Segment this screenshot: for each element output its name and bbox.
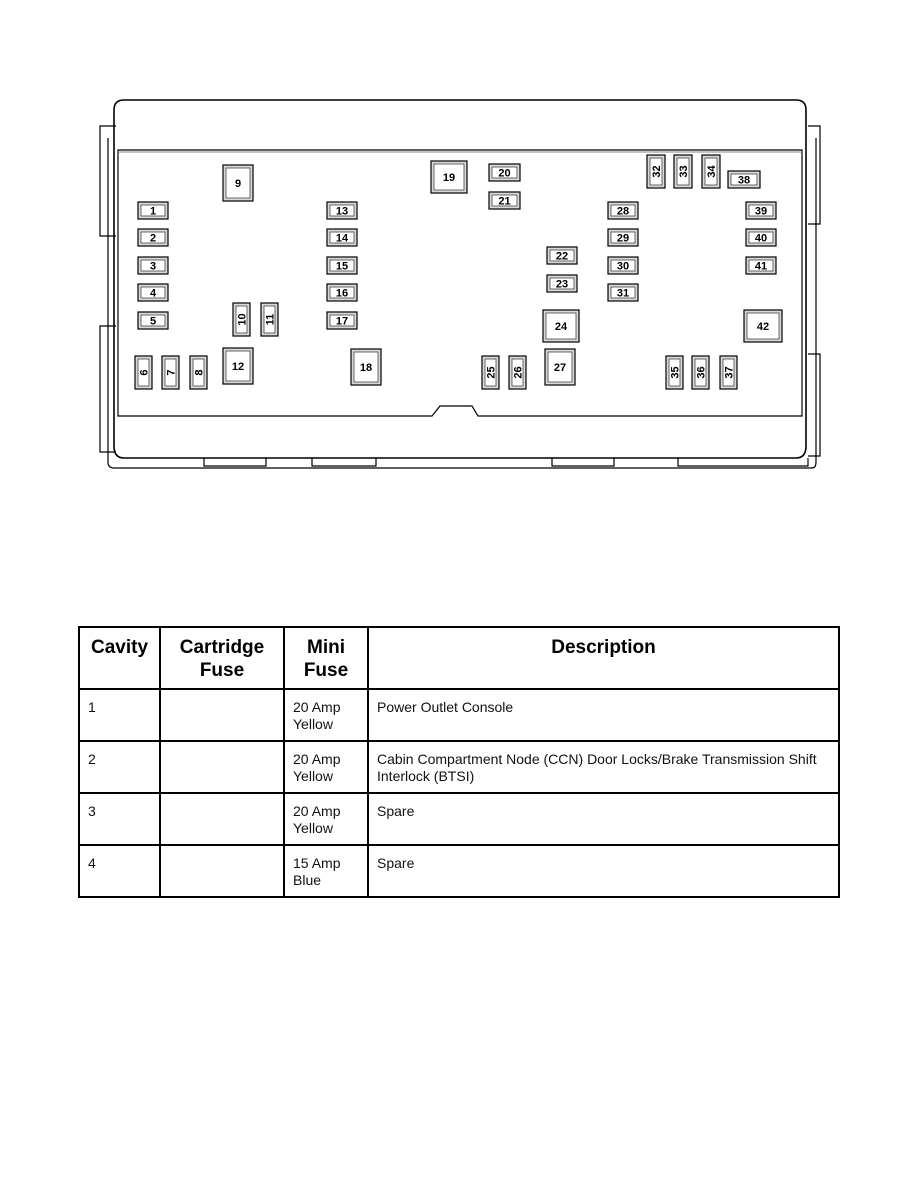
- fuse-slot-39: [746, 202, 776, 219]
- table-row: [79, 793, 839, 845]
- fuse-slot-36: [692, 356, 709, 389]
- fuse-number-label: 16: [335, 287, 349, 300]
- table-row: [79, 689, 839, 741]
- mini-fuse-cell: 20 Amp Yellow: [284, 689, 368, 741]
- table-row: [79, 741, 839, 793]
- mini-fuse-cell: 15 Amp Blue: [284, 845, 368, 897]
- mini-fuse-cell: 20 Amp Yellow: [284, 741, 368, 793]
- fuse-box-diagram: [0, 0, 918, 500]
- fuse-slot-4: [138, 284, 168, 301]
- description-cell: Spare: [368, 845, 839, 897]
- fuse-number-label: 41: [754, 260, 768, 273]
- fuse-slot-24: [543, 310, 579, 342]
- fuse-slot-38: [728, 171, 760, 188]
- fuse-slot-35: [666, 356, 683, 389]
- fuse-number-label: 34: [706, 165, 718, 178]
- right-upper-tab: [808, 126, 820, 224]
- fuse-number-label: 23: [555, 278, 569, 291]
- fuse-number-label: 3: [149, 260, 157, 273]
- table-row: [79, 845, 839, 897]
- fuse-number-label: 40: [754, 232, 768, 245]
- bottom-foot-4: [678, 458, 808, 466]
- description-cell: Spare: [368, 793, 839, 845]
- cavity-cell: 3: [79, 793, 160, 845]
- fuse-number-label: 15: [335, 260, 349, 273]
- fuse-layer: [135, 155, 782, 389]
- fuse-number-label: 9: [234, 178, 242, 190]
- fuse-number-label: 28: [616, 205, 630, 218]
- fuse-slot-20: [489, 164, 520, 181]
- fuse-slot-6: [135, 356, 152, 389]
- fuse-number-label: 37: [723, 366, 736, 379]
- fuse-slot-33: [674, 155, 692, 188]
- cartridge-fuse-cell: [160, 845, 284, 897]
- fuse-number-label: 11: [264, 313, 277, 326]
- fuse-slot-8: [190, 356, 207, 389]
- fuse-slot-16: [327, 284, 357, 301]
- fuse-slot-23: [547, 275, 577, 292]
- cavity-cell: 4: [79, 845, 160, 897]
- fuse-slot-5: [138, 312, 168, 329]
- fuse-number-label: 19: [442, 172, 456, 184]
- fuse-number-label: 4: [149, 287, 157, 300]
- fuse-slot-32: [647, 155, 665, 188]
- fuse-slot-1: [138, 202, 168, 219]
- fuse-number-label: 7: [165, 369, 178, 376]
- fuse-slot-17: [327, 312, 357, 329]
- fuse-slot-42: [744, 310, 782, 342]
- fuse-number-label: 22: [555, 250, 569, 263]
- fuse-number-label: 1: [149, 205, 157, 218]
- table-header-row: [79, 627, 839, 689]
- fuse-slot-28: [608, 202, 638, 219]
- description-cell: Power Outlet Console: [368, 689, 839, 741]
- header-mini-fuse: Mini Fuse: [284, 627, 368, 689]
- description-cell: Cabin Compartment Node (CCN) Door Locks/Brake Transmission Shift Interlock (BTSI): [368, 741, 839, 793]
- fuse-number-label: 18: [359, 362, 373, 374]
- fuse-slot-34: [702, 155, 720, 188]
- fuse-number-label: 30: [616, 260, 630, 273]
- fuse-number-label: 21: [498, 195, 511, 208]
- fuse-slot-25: [482, 356, 499, 389]
- fuse-number-label: 26: [512, 366, 525, 379]
- right-lower-tab: [808, 354, 820, 456]
- fuse-number-label: 8: [193, 369, 206, 376]
- fuse-number-label: 14: [335, 232, 349, 245]
- fuse-number-label: 39: [754, 205, 768, 218]
- fuse-slot-7: [162, 356, 179, 389]
- fuse-number-label: 20: [498, 167, 511, 180]
- fuse-number-label: 24: [554, 321, 568, 333]
- header-description: Description: [368, 627, 839, 689]
- fuse-slot-13: [327, 202, 357, 219]
- fuse-number-label: 5: [149, 315, 157, 328]
- fuse-slot-18: [351, 349, 381, 385]
- header-cartridge-fuse: Cartridge Fuse: [160, 627, 284, 689]
- fuse-number-label: 29: [616, 232, 630, 245]
- cartridge-fuse-cell: [160, 793, 284, 845]
- fuse-number-label: 42: [756, 321, 770, 333]
- fuse-slot-19: [431, 161, 467, 193]
- fuse-slot-26: [509, 356, 526, 389]
- cavity-cell: 2: [79, 741, 160, 793]
- fuse-number-label: 36: [695, 366, 708, 379]
- fuse-number-label: 35: [669, 366, 682, 379]
- fuse-slot-11: [261, 303, 278, 336]
- fuse-number-label: 25: [485, 366, 498, 379]
- cavity-cell: 1: [79, 689, 160, 741]
- fuse-slot-12: [223, 348, 253, 384]
- fuse-number-label: 33: [678, 165, 690, 178]
- fuse-number-label: 2: [149, 232, 157, 245]
- fuse-slot-21: [489, 192, 520, 209]
- cartridge-fuse-cell: [160, 741, 284, 793]
- fuse-slot-15: [327, 257, 357, 274]
- fuse-slot-9: [223, 165, 253, 201]
- fuse-slot-31: [608, 284, 638, 301]
- fuse-number-label: 38: [737, 174, 751, 187]
- fuse-number-label: 6: [138, 369, 151, 376]
- fuse-number-label: 17: [335, 315, 349, 328]
- header-cavity: Cavity: [79, 627, 160, 689]
- fuse-slot-10: [233, 303, 250, 336]
- fuse-number-label: 31: [616, 287, 630, 300]
- fuse-slot-30: [608, 257, 638, 274]
- mini-fuse-cell: 20 Amp Yellow: [284, 793, 368, 845]
- fuse-slot-29: [608, 229, 638, 246]
- fuse-number-label: 32: [651, 165, 663, 178]
- fuse-slot-22: [547, 247, 577, 264]
- fuse-slot-37: [720, 356, 737, 389]
- bottom-foot-1: [204, 458, 266, 466]
- fuse-slot-3: [138, 257, 168, 274]
- fuse-number-label: 12: [231, 361, 245, 373]
- bottom-foot-2: [312, 458, 376, 466]
- fuse-slot-27: [545, 349, 575, 385]
- fuse-table: [78, 626, 840, 898]
- fuse-slot-2: [138, 229, 168, 246]
- fuse-number-label: 10: [236, 313, 249, 326]
- fuse-slot-14: [327, 229, 357, 246]
- fuse-box-cover: [114, 100, 806, 458]
- fuse-slot-41: [746, 257, 776, 274]
- fuse-number-label: 27: [553, 362, 567, 374]
- fuse-number-label: 13: [335, 205, 349, 218]
- cartridge-fuse-cell: [160, 689, 284, 741]
- fuse-slot-40: [746, 229, 776, 246]
- bottom-foot-3: [552, 458, 614, 466]
